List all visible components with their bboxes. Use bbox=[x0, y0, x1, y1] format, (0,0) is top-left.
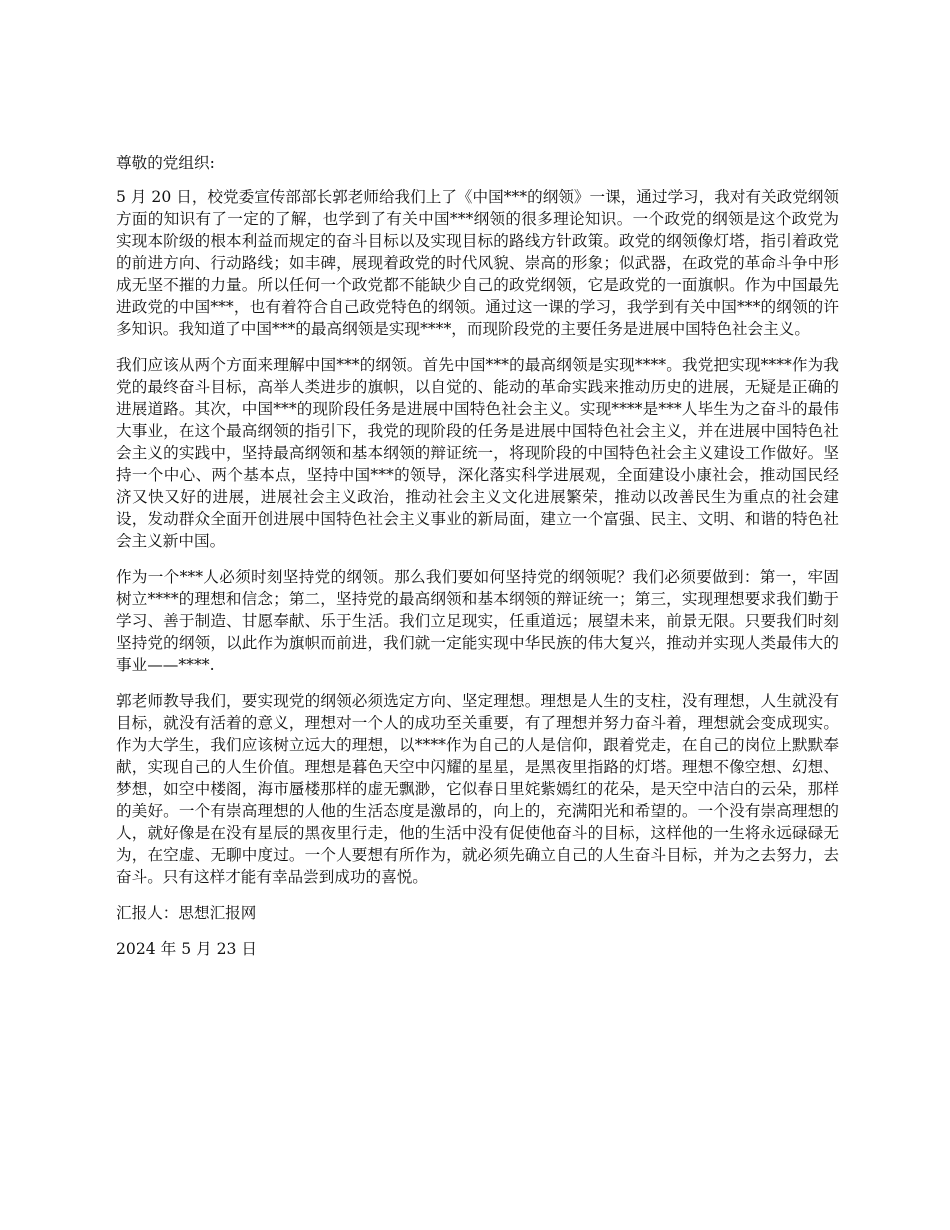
paragraph-4: 郭老师教导我们，要实现党的纲领必须选定方向、坚定理想。理想是人生的支柱，没有理想，人生就没有目标，就没有活着的意义，理想对一个人的成功至关重要，有了理想并努力奋斗着，理想就会变成现实。作为大学生，我们应该树立远大的理想，以****作为自己的人是信仰，跟着党走，在自己的岗位上默默奉献，实现自己的人生价值。理想是暮色天空中闪耀的星星，是黑夜里指路的灯塔。理想不像空想、幻想、梦想，如空中楼阁，海市蜃楼那样的虚无飘渺，它似春日里姹紫嫣红的花朵，是天空中洁白的云朵，那样的美好。一个有崇高理想的人他的生活态度是激昂的，向上的，充满阳光和希望的。一个没有崇高理想的人，就好像是在没有星辰的黑夜里行走，他的生活中没有促使他奋斗的目标，这样他的一生将永远碌碌无为，在空虚、无聊中度过。一个人要想有所作为，就必须先确立自己的人生奋斗目标，并为之去努力，去奋斗。只有这样才能有幸品尝到成功的喜悦。 bbox=[116, 692, 839, 886]
document-body bbox=[116, 152, 839, 974]
paragraph-3: 作为一个***人必须时刻坚持党的纲领。那么我们要如何坚持党的纲领呢？我们必须要做到：第一，牢固树立****的理想和信念；第二，坚持党的最高纲领和基本纲领的辩证统一；第三，实现理想要求我们勤于学习、善于制造、甘愿奉献、乐于生活。我们立足现实，任重道远；展望未来，前景无限。只要我们时刻坚持党的纲领，以此作为旗帜而前进，我们就一定能实现中华民族的伟大复兴，推动并实现人类最伟大的事业——****. bbox=[116, 568, 839, 674]
paragraph-2: 我们应该从两个方面来理解中国***的纲领。首先中国***的最高纲领是实现****。我党把实现****作为我党的最终奋斗目标，高举人类进步的旗帜，以自觉的、能动的革命实践来推动历史的进展，无疑是正确的进展道路。其次，中国***的现阶段任务是进展中国特色社会主义。实现****是***人毕生为之奋斗的最伟大事业，在这个最高纲领的指引下，我党的现阶段的任务是进展中国特色社会主义，并在进展中国特色社会主义的实践中，坚持最高纲领和基本纲领的辩证统一，将现阶段的中国特色社会主义建设工作做好。坚持一个中心、两个基本点，坚持中国***的领导，深化落实科学进展观，全面建设小康社会，推动国民经济又快又好的进展，进展社会主义政治，推动社会主义文化进展繁荣，推动以改善民生为重点的社会建设，发动群众全面开创进展中国特色社会主义事业的新局面，建立一个富强、民主、文明、和谐的特色社会主义新中国。 bbox=[116, 356, 839, 550]
salutation: 尊敬的党组织: bbox=[116, 154, 215, 172]
paragraph-1: 5 月 20 日，校党委宣传部部长郭老师给我们上了《中国***的纲领》一课，通过学习，我对有关政党纲领方面的知识有了一定的了解，也学到了有关中国***纲领的很多理论知识。一个政党的纲领是这个政党为实现本阶级的根本利益而规定的奋斗目标以及实现目标的路线方针政策。政党的纲领像灯塔，指引着政党的前进方向、行动路线；如丰碑，展现着政党的时代风貌、崇高的形象；似武器，在政党的革命斗争中形成无坚不摧的力量。所以任何一个政党都不能缺少自己的政党纲领，它是政党的一面旗帜。作为中国最先进政党的中国***，也有着符合自己政党特色的纲领。通过这一课的学习，我学到有关中国***的纲领的许多知识。我知道了中国***的最高纲领是实现****，而现阶段党的主要任务是进展中国特色社会主义。 bbox=[116, 188, 839, 338]
reporter-line: 汇报人：思想汇报网 bbox=[116, 904, 257, 922]
date-line: 2024 年 5 月 23 日 bbox=[116, 940, 258, 958]
